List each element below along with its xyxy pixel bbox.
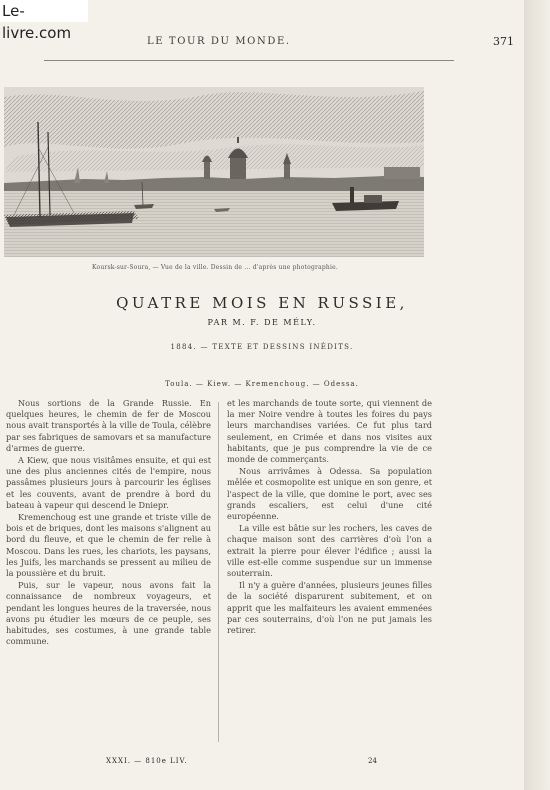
paragraph: Nous arrivâmes à Odessa. Sa population mêlée et cosmopolite est unique en son genre, et l'aspect de la ville, que domine le port, avec ses grands escaliers, est celui d'une cité européenne.: [227, 466, 432, 522]
paragraph: Nous sortions de la Grande Russie. En quelques heures, le chemin de fer de Moscou nous avait transportés à la ville de Toula, célèbre par ses fabriques de samovars et sa manufacture d'armes de guerre.: [6, 398, 211, 453]
illustration-caption: Koursk-sur-Soura, — Vue de la ville. Dessin de ... d'après une photographie.: [92, 264, 338, 271]
running-head: LE TOUR DU MONDE.: [147, 36, 291, 47]
article-title: QUATRE MOIS EN RUSSIE,: [116, 294, 408, 312]
paragraph: La ville est bâtie sur les rochers, les caves de chaque maison sont des carrières d'où l'on a extrait la pierre pour élever l'édifice ; aussi la ville est-elle comme suspendue sur un immense souterrain.: [227, 523, 432, 579]
paragraph: Kremenchoug est une grande et triste ville de bois et de briques, dont les maisons s'alignent au bord du fleuve, et que le chemin de fer relie à Moscou. Dans les rues, les chariots, les paysans, les Juifs, les marchands se pressent au milieu de la poussière et du bruit.: [6, 512, 211, 579]
text-column-left: [6, 398, 211, 748]
page-edge-shadow: [524, 0, 550, 790]
paragraph: Puis, sur le vapeur, nous avons fait la connaissance de nombreux voyageurs, et pendant les longues heures de la traversée, nous avons pu étudier les mœurs de ce peuple, ses habitudes, ses costumes, à une grande table commune.: [6, 580, 211, 647]
page-number: 371: [493, 35, 514, 48]
paragraph: A Kiew, que nous visitâmes ensuite, et qui est une des plus anciennes cités de l'empire, nous passâmes plusieurs jours à parcourir les églises et les couvents, avant de prendre à bord du bateau à vapeur qui descend le Dniepr.: [6, 455, 211, 510]
paragraph: et les marchands de toute sorte, qui viennent de la mer Noire vendre à toutes les foires du pays leurs marchandises variées. Ce fut plus tard seulement, en Crimée et dans nos visites aux habitants, que je pus comprendre la vie de ce monde de commerçants.: [227, 398, 432, 465]
header-rule: [44, 60, 454, 61]
chapter-summary: Toula. — Kiew. — Kremenchoug. — Odessa.: [165, 380, 359, 388]
text-column-right: [227, 398, 432, 748]
harbor-engraving-illustration: [4, 87, 424, 257]
footer-signature: XXXI. — 810e LIV.: [106, 757, 188, 765]
article-date-line: 1884. — TEXTE ET DESSINS INÉDITS.: [170, 343, 354, 351]
watermark-text: Le-livre.com: [0, 0, 88, 22]
article-author: PAR M. F. DE MÉLY.: [207, 318, 317, 327]
footer-number: 24: [368, 757, 377, 765]
column-divider: [218, 402, 219, 742]
paragraph: Il n'y a guère d'années, plusieurs jeunes filles de la société disparurent subitement, et on apprit que les malfaiteurs les avaient emmenées par ces souterrains, d'où l'on ne put jamais les retirer.: [227, 580, 432, 636]
